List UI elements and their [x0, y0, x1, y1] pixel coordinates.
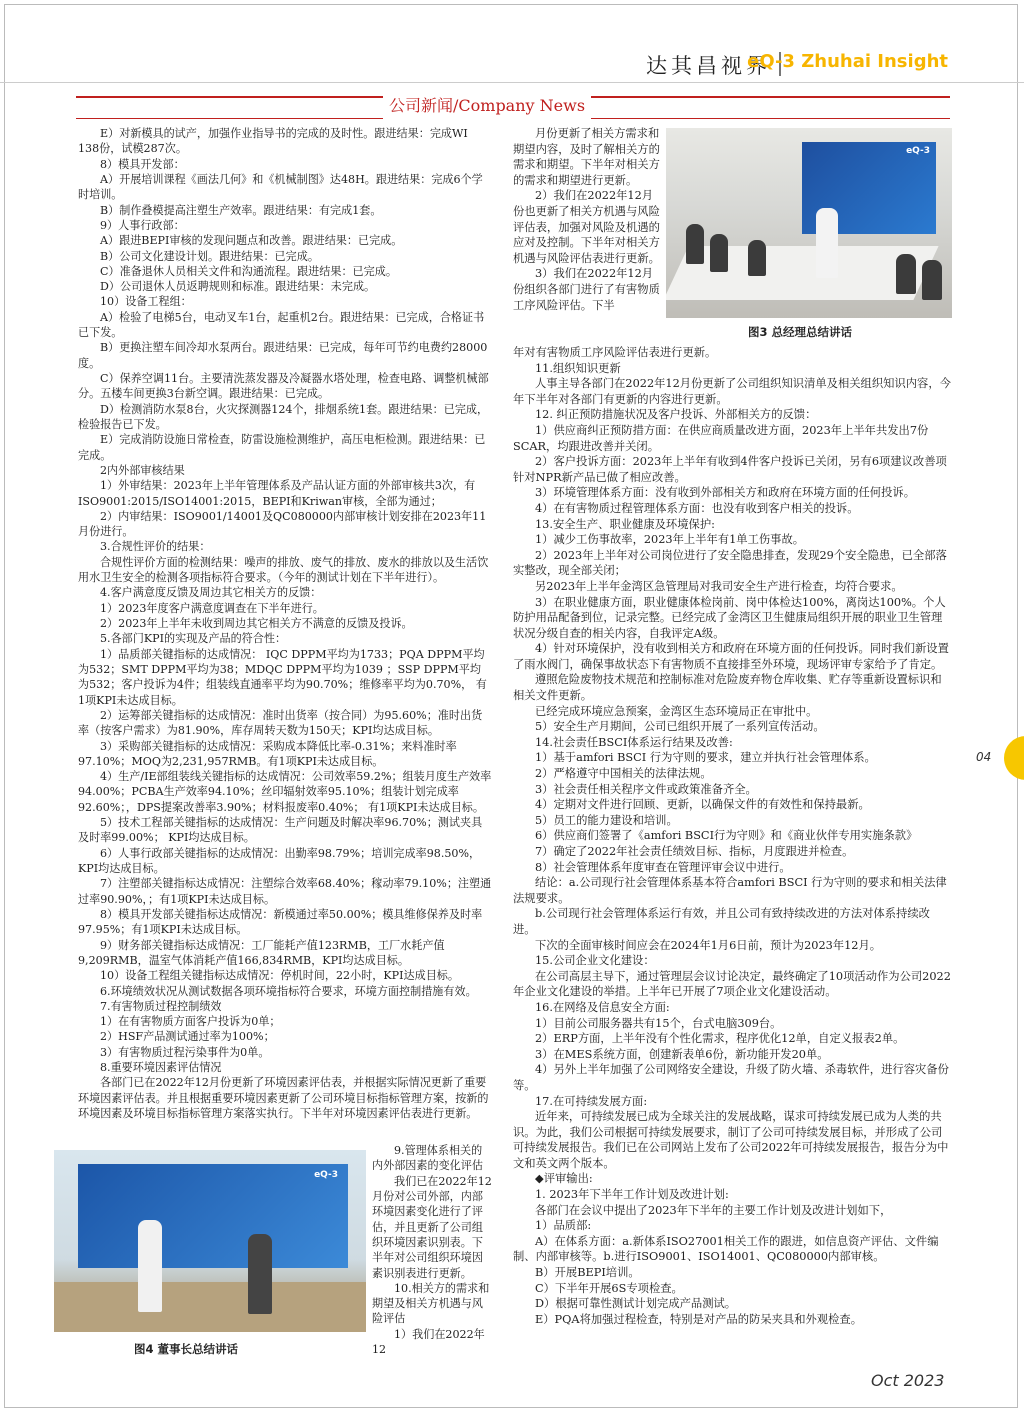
paragraph: 已经完成环境应急预案，金湾区生态环境局正在审批中。	[535, 704, 818, 718]
paragraph: 2）2023年上半年对公司岗位进行了安全隐患排查，发现29个安全隐患，已全部落实整改，现全部关闭；	[513, 548, 947, 578]
paragraph: C）下半年开展6S专项检查。	[535, 1281, 683, 1295]
magazine-title-en: eQ-3 Zhuhai Insight	[747, 51, 948, 72]
paragraph: 1）基于amfori BSCI 行为守则的要求，建立并执行社会管理体系。	[535, 751, 876, 765]
paragraph: 12. 纠正预防措施状况及客户投诉、外部相关方的反馈：	[535, 408, 817, 422]
paragraph: 4）生产/IE部组装线关键指标的达成情况：公司效率59.2%；组装月度生产效率94.00%；PCBA生产效率94.10%；丝印辐射效率95.10%；组装计划完成率92.60%；，DPS提案改善率3.90%；材料报废率0.40%； 有1项KPI未达成目标。	[78, 770, 492, 814]
paragraph: D）公司退休人员返聘规则和标准。跟进结果：未完成。	[100, 280, 376, 294]
page-header	[0, 44, 1024, 84]
page-number: 04	[976, 750, 992, 764]
paragraph: 2）客户投诉方面：2023年上半年有收到4件客户投诉已关闭，另有6项建议改善项针对NPR新产品已做了相应改善。	[513, 455, 947, 484]
issue-date: Oct 2023	[871, 1371, 945, 1390]
paragraph: 3.合规性评价的结果：	[100, 540, 211, 554]
paragraph: B）制作叠模提高注塑生产效率。跟进结果：有完成1套。	[100, 203, 382, 217]
paragraph: 1）品质部:	[535, 1219, 592, 1233]
paragraph: 8）模具开发部关键指标达成情况：新模通过率50.00%；模具维修保养及时率97.95%；有1项KPI未达成目标。	[78, 907, 483, 937]
paragraph: 4）在有害物质过程管理体系方面：也没有收到客户相关的投诉。	[535, 501, 859, 515]
paragraph: 13.安全生产、职业健康及环境保护:	[535, 517, 715, 531]
paragraph: C）保养空调11台。主要清洗蒸发器及冷凝器水塔处理，检查电路、调整机械部分。五楼车间更换3台新空调。跟进结果：已完成。	[78, 372, 489, 401]
paragraph: 近年来，可持续发展已成为全球关注的发展战略，谋求可持续发展已成为人类的共识。为此，我们公司根据可持续发展要求，制订了公司可持续发展目标，并形成了公司可持续发展报告。我们已在公司网站上发布了公司2022年可持续发展报告，报告分为中文和英文两个版本。	[513, 1110, 949, 1170]
paragraph: ◆评审输出:	[535, 1172, 593, 1186]
photo-chairman-speech	[54, 1150, 366, 1332]
paragraph: 1）目前公司服务器共有15个，台式电脑309台。	[535, 1016, 782, 1030]
paragraph: 4）定期对文件进行回顾、更新，以确保文件的有效性和保持最新。	[535, 798, 870, 812]
attendee-figure	[686, 224, 704, 264]
paragraph: 2内外部审核结果	[100, 463, 185, 477]
paragraph: 1）2023年度客户满意度调查在下半年进行。	[100, 601, 324, 615]
attendee-figure	[896, 254, 916, 294]
paragraph: 9.管理体系相关的内外部因素的变化评估	[372, 1144, 483, 1173]
paragraph: 1. 2023年下半年工作计划及改进计划:	[535, 1188, 729, 1202]
paragraph: 结论：a.公司现行社会管理体系基本符合amfori BSCI 行为守则的要求和相关法律法规要求。	[513, 876, 947, 905]
paragraph: 10）设备工程组：	[100, 295, 192, 309]
figure-3-caption: 图3 总经理总结讲话	[748, 325, 853, 339]
figure-4-caption: 图4 董事长总结讲话	[134, 1342, 239, 1356]
paragraph: 2）我们在2022年12月份也更新了相关方机遇与风险评估表，加强对风险及机遇的应对及控制。下半年对相关方机遇与风险评估表进行更新。	[513, 189, 660, 265]
section-title: 公司新闻/Company News	[383, 93, 591, 119]
speaker-figure	[248, 1234, 272, 1314]
paragraph: 7.有害物质过程控制绩效	[100, 999, 222, 1013]
paragraph: 3）环境管理体系方面：没有收到外部相关方和政府在环境方面的任何投诉。	[535, 486, 915, 500]
paragraph: 7）确定了2022年社会责任绩效目标、指标，月度跟进并检查。	[535, 845, 854, 858]
paragraph: b.公司现行社会管理体系运行有效，并且公司有致持续改进的方法对体系持续改进。	[513, 907, 930, 936]
paragraph: A）开展培训课程《画法几何》和《机械制图》达48H。跟进结果：完成6个学时培训。	[78, 172, 483, 202]
paragraph: 10.相关方的需求和期望及相关方机遇与风险评估	[372, 1281, 490, 1326]
paragraph: 3）有害物质过程污染事件为0单。	[100, 1045, 270, 1059]
paragraph: 各部门在会议中提出了2023年下半年的主要工作计划及改进计划如下，	[535, 1203, 892, 1217]
paragraph: E）对新模具的试产，加强作业指导书的完成的及时性。跟进结果：完成WI 138份，试模287次。	[78, 127, 468, 156]
speaker-figure	[138, 1220, 162, 1312]
paragraph: 2）2023年上半年未收到周边其它相关方不满意的反馈及投诉。	[100, 617, 413, 630]
paragraph: 下次的全面审核时间应会在2024年1月6日前，预计为2023年12月。	[535, 938, 882, 952]
paragraph: 6.环境绩效状况从测试数据各项环境指标符合要求，环境方面控制措施有效。	[100, 984, 477, 998]
paragraph: 3）在职业健康方面，职业健康体检岗前、岗中体检达100%，离岗达100%。个人防护用品配备到位，记录完整。已经完成了金湾区卫生健康局组织开展的职业卫生管理状况分级自查的相关内容，自我评定A级。	[513, 595, 946, 640]
stage-floor	[54, 1282, 366, 1332]
paragraph: 4.客户满意度反馈及周边其它相关方的反馈：	[100, 586, 322, 600]
projector-screen	[78, 1164, 348, 1268]
paragraph: 5）安全生产月期间，公司已组织开展了一系列宣传活动。	[535, 720, 825, 734]
paragraph: 2）ERP方面，上半年没有个性化需求，程序优化12单，自定义报表2单。	[535, 1032, 905, 1046]
header-divider	[0, 82, 1024, 83]
paragraph: C）准备退休人员相关文件和沟通流程。跟进结果：已完成。	[100, 264, 397, 278]
screen-logo: eQ-3	[906, 146, 930, 156]
paragraph: 7）注塑部关键指标达成情况：注塑综合效率68.40%；稼动率79.10%；注塑通过率90.90%，；有1项KPI未达成目标。	[78, 877, 492, 906]
paragraph: 8）模具开发部：	[100, 157, 185, 171]
paragraph: 15.公司企业文化建设：	[535, 954, 655, 968]
paragraph: D）根据可靠性测试计划完成产品测试。	[535, 1297, 737, 1311]
paragraph: 5）员工的能力建设和培训。	[535, 813, 678, 827]
paragraph: 16.在网络及信息安全方面:	[535, 1000, 670, 1014]
paragraph: 5.各部门KPI的实现及产品的符合性：	[100, 632, 287, 646]
mid-column	[372, 1143, 492, 1357]
attendee-figure	[922, 260, 942, 300]
paragraph: 月份更新了相关方需求和期望内容，及时了解相关方的需求和期望。下半年对相关方的需求和期望进行更新。	[513, 127, 660, 187]
paragraph: E）完成消防设施日常检查，防雷设施检测维护，高压电柜检测。跟进结果：已完成。	[78, 433, 486, 462]
paragraph: 1）我们在2022年12	[372, 1327, 485, 1357]
paragraph: E）PQA将加强过程检查，特别是对产品的防呆夹具和外观检查。	[535, 1312, 862, 1326]
paragraph: 1）在有害物质方面客户投诉为0单；	[100, 1015, 281, 1029]
attendee-figure	[748, 240, 766, 276]
paragraph: A）在体系方面：a.新体系ISO27001相关工作的跟进，如信息资产评估、文件编制、内部审核等。b.进行ISO9001、ISO14001、QC080000内部审核。	[513, 1234, 939, 1264]
paragraph: 10）设备工程组关键指标达成情况：停机时间，22小时，KPI达成目标。	[100, 969, 459, 983]
paragraph: 8.重要环境因素评估情况	[100, 1061, 222, 1075]
paragraph: 2）严格遵守中国相关的法律法规。	[535, 767, 712, 781]
right-column	[513, 126, 663, 313]
paragraph: 3）在MES系统方面，创建新表单6份，新功能开发20单。	[535, 1047, 829, 1061]
paragraph: 2）HSF产品测试通过率为100%；	[100, 1030, 275, 1044]
paragraph: 8）社会管理体系年度审查在管理评审会议中进行。	[535, 860, 791, 874]
paragraph: 4）另外上半年加强了公司网络安全建设，升级了防火墙、杀毒软件，进行容灾备份等。	[513, 1063, 949, 1092]
paragraph: 另2023年上半年金湾区急管理局对我司安全生产进行检查，均符合要求。	[535, 579, 903, 593]
paragraph: 14.社会责任BSCI体系运行结果及改善:	[535, 735, 733, 749]
paragraph: A）跟进BEPI审核的发现问题点和改善。跟进结果：已完成。	[100, 234, 403, 248]
paragraph: 17.在可持续发展方面:	[535, 1094, 648, 1108]
right-column-main	[513, 345, 951, 1327]
paragraph: 1）减少工伤事故率，2023年上半年有1单工伤事故。	[535, 533, 805, 547]
paragraph: 人事主导各部门在2022年12月份更新了公司组织知识清单及相关组织知识内容，今年下半年对各部门有更新的内容进行更新。	[513, 377, 951, 406]
paragraph: 6）供应商们签署了《amfori BSCI行为守则》和《商业伙伴专用实施条款》	[535, 829, 918, 843]
paragraph: 9）财务部关键指标达成情况：工厂能耗产值123RMB，工厂水耗产值9,209RMB，温室气体消耗产值166,834RMB，KPI均达成目标。	[78, 938, 445, 967]
paragraph: 年对有害物质工序风险评估表进行更新。	[513, 346, 717, 359]
paragraph: 6）人事行政部关键指标的达成情况：出勤率98.79%；培训完成率98.50%，KPI均达成目标。	[78, 846, 481, 875]
paragraph: 4）针对环境保护，没有收到相关方和政府在环境方面的任何投诉。同时我们新设置了雨水阀门，确保事故状态下有害物质不直接排至外环境，现场评审专家给予了肯定。	[513, 642, 949, 671]
paragraph: 3）采购部关键指标的达成情况：采购成本降低比率-0.31%；来料准时率97.10%；MOQ为2,231,957RMB。有1项KPI未达成目标。	[78, 739, 457, 768]
paragraph: 合规性评价方面的检测结果：噪声的排放、废气的排放、废水的排放以及生活饮用水卫生安全的检测各项指标符合要求。（今年的测试计划在下半年进行）。	[78, 555, 489, 585]
paragraph: 1）供应商纠正预防措方面：在供应商质量改进方面，2023年上半年共发出7份SCAR，均跟进改善并关闭。	[513, 423, 929, 453]
paragraph: 我们已在2022年12月份对公司外部，内部环境因素变化进行了评估，并且更新了公司组织环境因素识别表。下半年对公司组织环境因素识别表进行更新。	[372, 1174, 492, 1280]
magazine-title-cn: 达其昌视界	[646, 54, 771, 78]
paragraph: 3）社会责任相关程序文件或政策准备齐全。	[535, 782, 757, 796]
paragraph: 5）技术工程部关键指标的达成情况：生产问题及时解决率96.70%；测试夹具及时率99.00%； KPI均达成目标。	[78, 816, 483, 845]
paragraph: 1）外审结果：2023年上半年管理体系及产品认证方面的外部审核共3次，有ISO9001:2015/ISO14001:2015，BEPI和Kriwan审核，全部为通过；	[78, 479, 476, 508]
paragraph: 11.组织知识更新	[535, 361, 621, 375]
photo-general-manager-speech	[666, 128, 952, 318]
paragraph: 3）我们在2022年12月份组织各部门进行了有害物质工序风险评估。下半	[513, 267, 660, 312]
paragraph: 2）内审结果：ISO9001/14001及QC080000内部审核计划安排在2023年11月份进行。	[78, 509, 487, 539]
paragraph: B）开展BEPI培训。	[535, 1266, 640, 1280]
paragraph: 各部门已在2022年12月份更新了环境因素评估表，并根据实际情况更新了重要环境因素评估表。并且根据重要环境因素更新了公司环境目标指标管理方案，按新的环境因素及环境目标指标管理方案落实执行。下半年对环境因素评估表进行更新。	[78, 1076, 489, 1120]
paragraph: 在公司高层主导下，通过管理层会议讨论决定，最终确定了10项活动作为公司2022年企业文化建设的举措。上半年已开展了7项企业文化建设活动。	[513, 969, 951, 999]
left-column	[78, 126, 492, 1121]
paragraph: B）更换注塑车间冷却水泵两台。跟进结果：已完成，每年可节约电费约28000度。	[78, 341, 488, 370]
paragraph: 2）运筹部关键指标的达成情况：准时出货率（按合同）为95.60%；准时出货率（按客户需求）为81.90%，库存周转天数为150天；KPI均达成目标。	[78, 708, 483, 738]
screen-logo: eQ-3	[314, 1170, 338, 1180]
paragraph: A）检验了电梯5台，电动叉车1台，起重机2台。跟进结果：已完成，合格证书已下发。	[78, 310, 485, 340]
paragraph: B）公司文化建设计划。跟进结果：已完成。	[100, 249, 319, 263]
paragraph: 9）人事行政部：	[100, 218, 185, 232]
attendee-figure	[710, 234, 728, 272]
speaker-figure	[816, 208, 838, 278]
paragraph: 遵照危险废物技术规范和控制标准对危险废弃物仓库收集、贮存等重新设置标识和相关文件更新。	[513, 673, 942, 703]
paragraph: D）检测消防水泵8台，火灾探测器124个，排烟系统1套。跟进结果：已完成，检验报告已下发。	[78, 402, 489, 431]
paragraph: 1）品质部关键指标的达成情况： IQC DPPM平均为1733；PQA DPPM平均为532；SMT DPPM平均为38；MDQC DPPM平均为1039 ；SSP DPPM平均为532；客户投诉为4件；组装线直通率平均为90.70%；维修率平均为0.70%， 有1项KPI未达成目标。	[78, 647, 487, 707]
